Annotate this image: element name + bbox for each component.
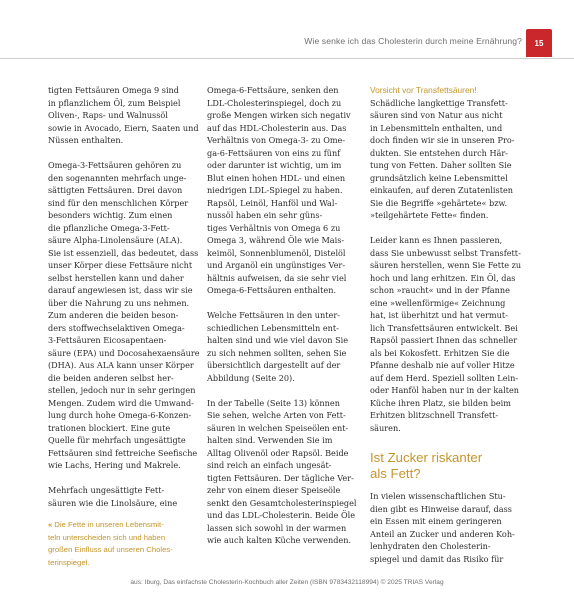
paragraph-line: sättigten Fettsäuren. Drei davon	[48, 185, 183, 195]
paragraph-line: wie Lachs, Hering und Makrele.	[48, 460, 181, 470]
paragraph-line: große Mengen wirken sich negativ	[207, 110, 351, 120]
paragraph-line: halten sind. Verwenden Sie im	[207, 435, 333, 445]
paragraph-line: doch finden wir sie in unseren Pro-	[370, 135, 515, 145]
paragraph-line: oder Hanföl haben nur in der kalten	[370, 385, 520, 395]
paragraph-line: nussöl haben ein sehr güns-	[207, 210, 323, 220]
paragraph-line: die pflanzliche Omega-3-Fett-	[48, 222, 170, 233]
paragraph-line: schon »raucht« und in der Pfanne	[370, 285, 510, 295]
paragraph-line: darauf angewiesen ist, dass wir sie	[48, 285, 193, 295]
paragraph-line: Anteil an Zucker und anderen Koh-	[370, 528, 515, 539]
paragraph-line: LDL-Cholesterinspiegel, doch zu	[207, 97, 342, 108]
running-header-title: Wie senke ich das Cholesterin durch meine Ernährung?	[304, 36, 522, 46]
paragraph-line: Schädliche langkettige Transfett-	[370, 97, 508, 108]
paragraph-gap	[370, 482, 530, 490]
paragraph-line: ga-6-Fettsäuren von eins zu fünf	[207, 147, 341, 158]
paragraph-line: und das LDL-Cholesterin. Beide Öle	[207, 510, 356, 520]
paragraph-line: Leider kann es Ihnen passieren,	[370, 235, 503, 245]
note-text: großen Einfluss auf unseren Choles-	[48, 545, 173, 554]
paragraph-line: sind reich an einfach ungesät-	[207, 460, 332, 470]
paragraph-gap	[48, 509, 196, 519]
paragraph-line: tigten Fettsäuren Omega 9 sind	[48, 85, 179, 95]
paragraph-line: Nüssen enthalten.	[48, 135, 124, 145]
text-column-3	[370, 84, 530, 565]
paragraph-line: säure (EPA) und Docosahexaensäure	[48, 347, 200, 358]
paragraph-line: niedrigen LDL-Spiegel zu haben.	[207, 185, 343, 195]
paragraph-line: keimöl, Sonnenblumenöl, Distelöl	[207, 247, 346, 258]
paragraph-line: Sie die Begriffe »gehärtete« bzw.	[370, 197, 508, 208]
paragraph-line: säuren wie die Linolsäure, eine	[48, 497, 178, 508]
paragraph-line: Mehrfach ungesättigte Fett-	[48, 485, 165, 495]
paragraph-line: stellen, jedoch nur in sehr geringen	[48, 385, 196, 395]
paragraph-line: lassen sich sowohl in der warmen	[207, 522, 347, 533]
paragraph-line: auf dem Herd. Speziell sollten Lein-	[370, 372, 519, 383]
paragraph-line: In vielen wissenschaftlichen Stu-	[370, 491, 506, 501]
paragraph-gap	[48, 472, 196, 485]
margin-note-line	[48, 544, 196, 557]
paragraph-line: trationen blockiert. Eine gute	[48, 422, 171, 433]
margin-note-line	[48, 557, 196, 570]
paragraph-line: Omega-6-Fettsäure, senken den	[207, 85, 339, 95]
paragraph-line: Omega 3, während Öle wie Mais-	[207, 235, 345, 245]
paragraph-line: senkt den Gesamtcholesterinspiegel	[207, 497, 357, 508]
note-text: teln unterscheiden sich und haben	[48, 532, 166, 542]
paragraph-line: in Lebensmitteln enthalten, und	[370, 122, 503, 133]
paragraph-line: übersichtlich dargestellt auf der	[207, 360, 341, 370]
paragraph-line: grundsätzlich keine Lebensmittel	[370, 172, 508, 183]
note-text: terinspiegel.	[48, 557, 90, 567]
section-heading: Ist Zucker riskanter	[370, 450, 483, 465]
paragraph-line: den sogenannten mehrfach unge-	[48, 172, 187, 183]
paragraph-line: Blut einen hohen HDL- und einen	[207, 172, 346, 183]
paragraph-line: wie auch kalten Küche verwenden.	[207, 535, 352, 545]
paragraph-line: hoch und lang erhitzen. Ein Öl, das	[370, 272, 516, 283]
paragraph-line: tung von Fetten. Daher sollten Sie	[370, 160, 512, 170]
paragraph-line: Pfanne deshalb nie auf voller Hitze	[370, 360, 515, 370]
paragraph-line: spiegel und damit das Risiko für	[370, 553, 504, 564]
paragraph-line: Mengen. Zudem wird die Umwand-	[48, 397, 194, 408]
paragraph-line: »teilgehärtete Fette« finden.	[370, 210, 489, 220]
paragraph-line: sind für den menschlichen Körper	[48, 197, 189, 208]
paragraph-line: lung durch hohe Omega-6-Konzen-	[48, 410, 192, 420]
paragraph-line: Abbildung (Seite 20).	[207, 372, 295, 383]
paragraph-gap	[207, 297, 357, 310]
note-arrow-icon: «	[48, 520, 53, 529]
paragraph-line: Alltag Olivenöl oder Rapsöl. Beide	[207, 447, 349, 458]
margin-note-line	[48, 532, 196, 545]
paragraph-line: Sie sehen, welche Arten von Fett-	[207, 410, 346, 420]
paragraph-line: Erhitzen blitzschnell Transfett-	[370, 410, 499, 420]
paragraph-line: schiedlichen Lebensmitteln ent-	[207, 322, 339, 333]
paragraph-line: Rapsöl passiert Ihnen das schneller	[370, 335, 518, 345]
paragraph-line: 3-Fettsäuren Eicosapentaen-	[48, 335, 167, 345]
paragraph-line: säure Alpha-Linolensäure (ALA).	[48, 235, 183, 245]
paragraph-line: Welche Fettsäuren in den unter-	[207, 310, 340, 320]
paragraph-line: hat, ist überhitzt und hat vermut-	[370, 310, 508, 320]
paragraph-line: Verhältnis von Omega-3- zu Ome-	[207, 135, 346, 145]
text-column-2	[207, 84, 357, 547]
paragraph-line: auf das HDL-Cholesterin aus. Das	[207, 122, 347, 133]
paragraph-line: zehr von einem dieser Speiseöle	[207, 485, 341, 495]
paragraph-line: zu sich nehmen sollten, sehen Sie	[207, 347, 347, 358]
section-heading: als Fett?	[370, 466, 421, 481]
paragraph-line: hältnis aufweisen, da sie sehr viel	[207, 272, 347, 283]
paragraph-line: Quelle für mehrfach ungesättigte	[48, 435, 186, 445]
paragraph-line: dien gibt es Hinweise darauf, dass	[370, 503, 512, 514]
text-column-1	[48, 84, 200, 569]
paragraph-line: In der Tabelle (Seite 13) können	[207, 397, 340, 408]
paragraph-line: in pflanzlichem Öl, zum Beispiel	[48, 97, 181, 108]
paragraph-line: säuren sind von Natur aus nicht	[370, 110, 503, 120]
paragraph-line: als bei Kokosfett. Erhitzen Sie die	[370, 347, 510, 358]
paragraph-line: halten sind und wie viel davon Sie	[207, 335, 349, 345]
paragraph-line: oder darunter ist wichtig, um im	[207, 160, 342, 170]
paragraph-line: Omega-6-Fettsäuren enthalten.	[207, 285, 337, 295]
paragraph-gap	[207, 384, 357, 397]
paragraph-line: säuren herstellen, wenn Sie Fette zu	[370, 260, 522, 270]
paragraph-gap	[370, 222, 530, 235]
paragraph-line: Sie ist essenziell, das bedeutet, dass	[48, 247, 199, 258]
paragraph-line: Zum anderen die beiden beson-	[48, 310, 179, 320]
paragraph-line: selbst herstellen kann und daher	[48, 272, 184, 283]
paragraph-line: Fettsäuren sind fettreiche Seefische	[48, 447, 198, 458]
paragraph-line: dukten. Sie entstehen durch Här-	[370, 147, 509, 158]
paragraph-line: ders stoffwechselaktiven Omega-	[48, 322, 185, 333]
paragraph-line: dass Sie unbewusst selbst Transfett-	[370, 247, 521, 258]
paragraph-line: besonders wichtig. Zum einen	[48, 210, 173, 220]
paragraph-line: Küche ihren Platz, sie bilden beim	[370, 397, 511, 408]
paragraph-line: und Arganöl ein ungünstiges Ver-	[207, 260, 346, 270]
margin-note-line	[48, 519, 196, 532]
paragraph-line: Omega-3-Fettsäuren gehören zu	[48, 160, 182, 170]
footer-credit: aus: Iburg, Das einfachste Cholesterin-Kochbuch aller Zeiten (ISBN 9783432118994) © 2025 TRIAS Verlag	[130, 579, 444, 586]
paragraph-line: lenhydraten den Cholesterin-	[370, 541, 491, 551]
paragraph-gap	[370, 434, 530, 450]
paragraph-line: säuren in welchen Speiseölen ent-	[207, 422, 349, 433]
paragraph-line: tigten Fettsäuren. Der tägliche Ver-	[207, 472, 354, 483]
paragraph-line: lich Transfettsäuren entwickelt. Bei	[370, 322, 518, 333]
paragraph-line: sowie in Avocado, Eiern, Saaten und	[48, 122, 199, 133]
paragraph-line: über die Nahrung zu uns nehmen.	[48, 297, 190, 308]
paragraph-line: die beiden anderen selbst her-	[48, 372, 174, 383]
paragraph-line: Oliven-, Raps- und Walnussöl	[48, 110, 168, 120]
paragraph-line: (DHA). Aus ALA kann unser Körper	[48, 360, 194, 370]
header-rule	[0, 58, 574, 59]
paragraph-line: Rapsöl, Leinöl, Hanföl und Wal-	[207, 197, 338, 208]
paragraph-gap	[48, 147, 196, 160]
paragraph-line: einkaufen, auf deren Zutatenlisten	[370, 185, 514, 195]
note-text: Die Fette in unseren Lebensmit-	[54, 520, 164, 529]
page-number-badge: 15	[526, 29, 552, 57]
paragraph-line: säuren.	[370, 422, 401, 433]
section-subheading: Vorsicht vor Transfettsäuren!	[370, 85, 477, 95]
paragraph-line: tiges Verhältnis von Omega 6 zu	[207, 222, 341, 233]
paragraph-line: ein Essen mit einem geringeren	[370, 516, 502, 526]
paragraph-line: unser Körper diese Fettsäure nicht	[48, 260, 193, 270]
paragraph-line: eine »wellenförmige« Zeichnung	[370, 297, 506, 308]
